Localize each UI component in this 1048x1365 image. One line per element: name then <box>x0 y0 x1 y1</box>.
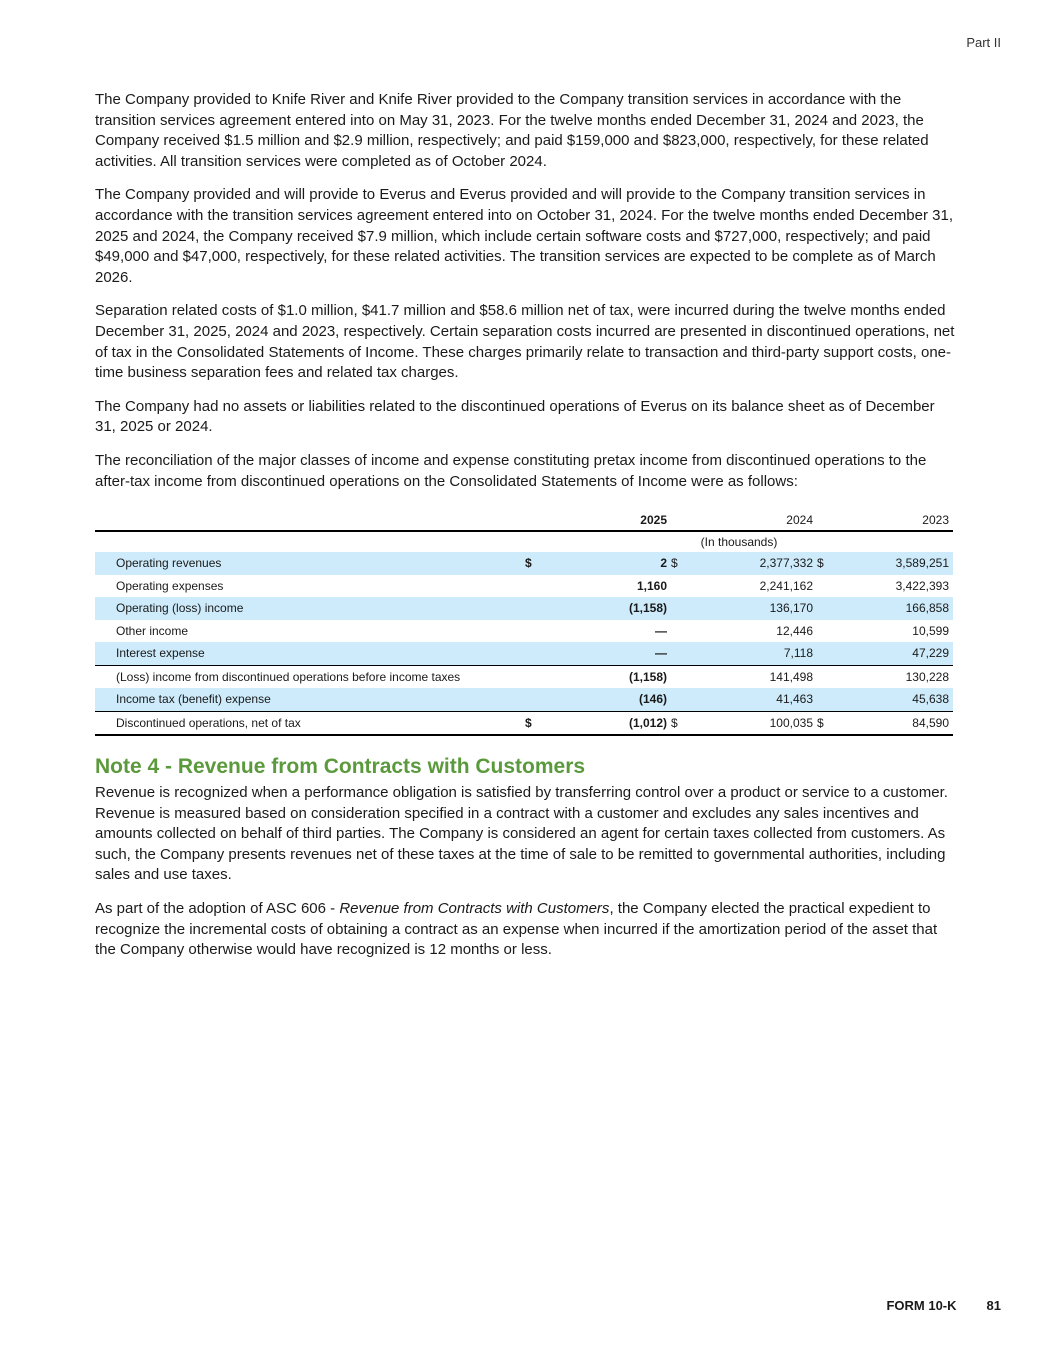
units-spacer <box>95 531 525 552</box>
currency-symbol: $ <box>817 711 827 735</box>
table-row <box>95 665 953 688</box>
table-row <box>95 711 953 735</box>
row-label: Other income <box>116 623 189 638</box>
currency-symbol <box>525 575 545 598</box>
year-header: 2025 <box>545 510 671 531</box>
currency-symbol <box>671 597 691 620</box>
year-header: 2024 <box>691 510 817 531</box>
table-row <box>95 642 953 665</box>
value-2023: 3,422,393 <box>895 578 949 593</box>
note-4-paragraph-2 <box>95 899 955 961</box>
value-2023: 47,229 <box>827 642 953 665</box>
units-row <box>95 531 953 552</box>
note-4-heading: Note 4 - Revenue from Contracts with Customers <box>95 755 586 779</box>
paragraph-reconciliation: The reconciliation of the major classes of income and expense constituting pretax income from discontinued operations to the after-tax income from discontinued operations on the Consolidated Statements of Income were as follows: <box>95 451 927 490</box>
header-cur-spacer <box>525 510 545 531</box>
value-2023: 45,638 <box>827 688 953 711</box>
value-2025: 2 <box>545 552 671 575</box>
currency-symbol <box>817 642 827 665</box>
note-4-paragraph-1: Revenue is recognized when a performance obligation is satisfied by transferring control over a product or service to a customer. Revenue is measured based on consideration specified in a contract with a customer and excludes any sales incentives and amounts collected on behalf of third parties. The Company is considered an agent for certain taxes collected from customers. As such, the Company presents revenues net of these taxes at the time of sale to be remitted to governmental authorities, including sales and use taxes. <box>95 784 948 884</box>
units-label: (In thousands) <box>700 535 778 550</box>
value-2024: 100,035 <box>691 711 817 735</box>
note-4-paragraph-2-pre: As part of the adoption of ASC 606 - <box>95 900 340 918</box>
table-row <box>95 597 953 620</box>
note-4-paragraph-2-post: , the Company elected the practical expedient to recognize the incremental costs of obtaining a contract as an expense when incurred if the amortization period of the asset that the Company otherwise would have recognized is 12 months or less. <box>95 900 938 959</box>
currency-symbol: $ <box>817 552 827 575</box>
currency-symbol <box>525 688 545 711</box>
paragraph-knife-river: The Company provided to Knife River and Knife River provided to the Company transition services in accordance with the transition services agreement entered into on May 31, 2023. For the twelve months ended December 31, 2024 and 2023, the Company received $1.5 million and $2.9 million, respectively; and paid $159,000 and $823,000, respectively, for these related activities. All transition services were completed as of October 2024. <box>95 91 929 170</box>
paragraph-everus: The Company provided and will provide to Everus and Everus provided and will provide to the Company transition services in accordance with the transition services agreement entered into on October 31, 2024. For the twelve months ended December 31, 2025 and 2024, the Company received $7.9 million, which include certain software costs and $727,000, respectively; and paid $49,000 and $47,000, respectively, for these related activities. The transition services are expected to be complete as of March 2026. <box>95 186 953 286</box>
currency-symbol <box>671 642 691 665</box>
currency-symbol <box>671 620 691 643</box>
currency-symbol <box>671 688 691 711</box>
row-label: (Loss) income from discontinued operations before income taxes <box>95 665 525 688</box>
currency-symbol: $ <box>525 711 545 735</box>
currency-symbol <box>817 575 827 598</box>
table-header-row <box>95 510 953 531</box>
value-2025: (146) <box>545 688 671 711</box>
table-row <box>95 688 953 711</box>
value-2025: (1,158) <box>545 665 671 688</box>
asc-606-title: Revenue from Contracts with Customers <box>339 900 610 918</box>
value-2024: 2,241,162 <box>759 578 813 593</box>
value-2024: 136,170 <box>691 597 817 620</box>
currency-symbol <box>817 688 827 711</box>
table-row <box>95 575 953 598</box>
value-2023: 10,599 <box>912 623 949 638</box>
currency-symbol <box>525 642 545 665</box>
value-2024: 7,118 <box>691 642 817 665</box>
value-2025: 1,160 <box>636 578 667 593</box>
row-label: Operating (loss) income <box>95 597 525 620</box>
value-2025: — <box>545 642 671 665</box>
value-2023: 166,858 <box>827 597 953 620</box>
header-spacer <box>95 510 525 531</box>
page-number: 81 <box>986 1298 1001 1313</box>
paragraph-no-assets: The Company had no assets or liabilities related to the discontinued operations of Everus on its balance sheet as of December 31, 2025 or 2024. <box>95 397 935 436</box>
row-label: Discontinued operations, net of tax <box>95 711 525 735</box>
currency-symbol <box>671 665 691 688</box>
currency-symbol <box>525 620 545 643</box>
value-2024: 12,446 <box>776 623 813 638</box>
header-cur-spacer <box>817 510 827 531</box>
value-2023: 3,589,251 <box>827 552 953 575</box>
value-2025: (1,012) <box>545 711 671 735</box>
row-label: Interest expense <box>95 642 525 665</box>
part-label: Part II <box>966 35 1001 50</box>
value-2024: 41,463 <box>691 688 817 711</box>
value-2024: 2,377,332 <box>691 552 817 575</box>
currency-symbol <box>525 597 545 620</box>
value-2024: 141,498 <box>691 665 817 688</box>
header-cur-spacer <box>671 510 691 531</box>
currency-symbol <box>817 620 827 643</box>
value-2023: 84,590 <box>827 711 953 735</box>
paragraph-separation-costs: Separation related costs of $1.0 million, $41.7 million and $58.6 million net of tax, were incurred during the twelve months ended December 31, 2025, 2024 and 2023, respectively. Certain separation costs incurred are presented in discontinued operations, net of tax in the Consolidated Statements of Income. These charges primarily relate to transaction and third-party support costs, one-time business separation fees and related tax charges. <box>95 302 955 382</box>
row-label: Operating revenues <box>95 552 525 575</box>
year-header: 2023 <box>827 510 953 531</box>
currency-symbol: $ <box>525 552 545 575</box>
currency-symbol <box>817 597 827 620</box>
value-2023: 130,228 <box>827 665 953 688</box>
discontinued-operations-table <box>95 510 953 736</box>
table-row <box>95 620 953 643</box>
currency-symbol: $ <box>671 552 691 575</box>
value-2025: — <box>655 623 667 638</box>
row-label: Operating expenses <box>116 578 224 593</box>
table-row <box>95 552 953 575</box>
form-label: FORM 10-K <box>886 1298 957 1313</box>
currency-symbol <box>817 665 827 688</box>
row-label: Income tax (benefit) expense <box>95 688 525 711</box>
currency-symbol: $ <box>671 711 691 735</box>
currency-symbol <box>525 665 545 688</box>
value-2025: (1,158) <box>545 597 671 620</box>
currency-symbol <box>671 575 691 598</box>
page-content <box>95 90 955 974</box>
page-footer <box>886 1298 1001 1313</box>
